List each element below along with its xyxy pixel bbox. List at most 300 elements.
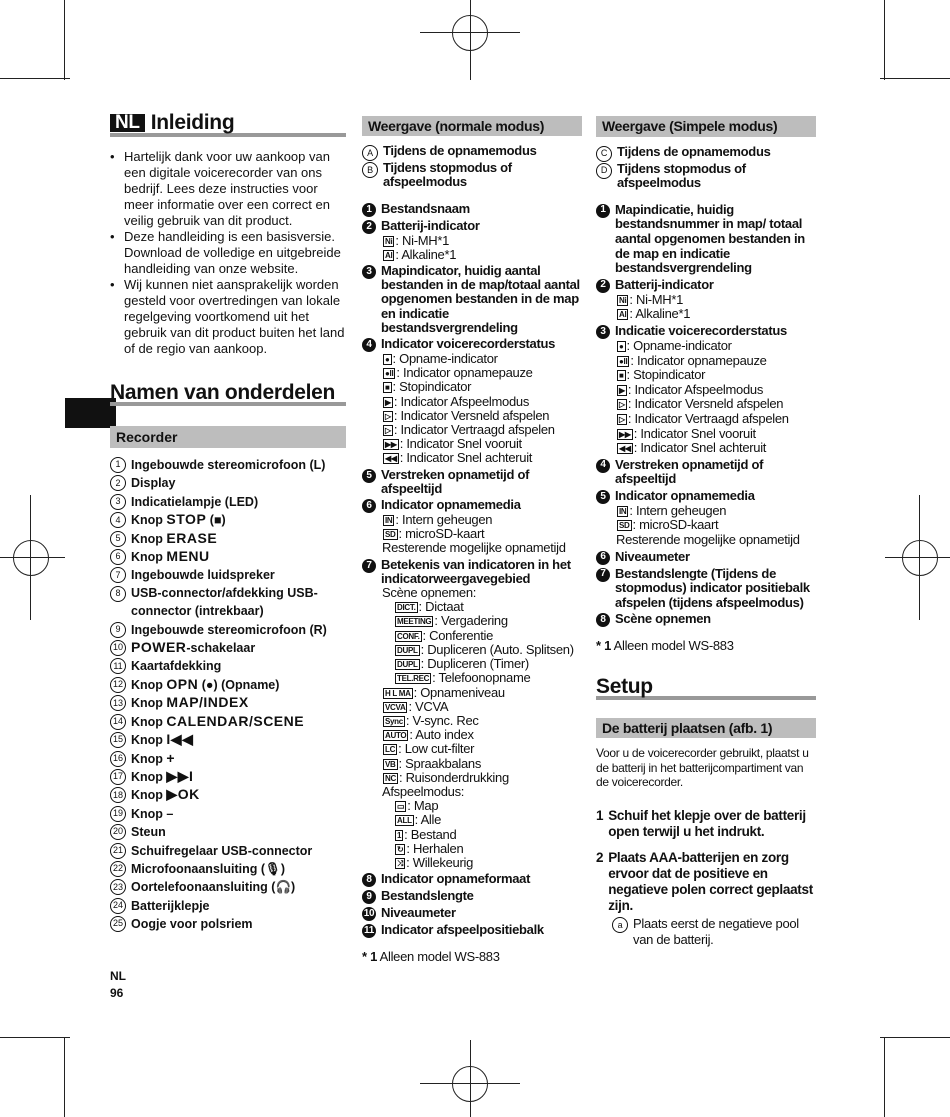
item-number: 24 (110, 898, 126, 914)
indicator-text: Scène opnemen: (382, 585, 477, 601)
indicator-text: : Stopindicator (392, 379, 472, 395)
item-text: Betekenis van indicatoren in het indicatorweergavegebied (381, 556, 571, 586)
part-text: Knop (131, 696, 167, 711)
item-number: 13 (110, 695, 126, 711)
part-text: Batterijklepje (131, 898, 210, 913)
indicator-text: : Auto index (409, 727, 474, 743)
item-number: 2 (362, 220, 376, 234)
note-text: Plaats eerst de negatieve pool van de batterij. (633, 916, 799, 947)
item-text: Bestandslengte (381, 888, 474, 904)
part-text: Kaartafdekking (131, 659, 222, 674)
indicator-icon: ↻ (397, 844, 404, 854)
indicator-text: : V-sync. Rec (405, 712, 479, 728)
part-text: Ingebouwde luidspreker (131, 568, 275, 583)
indicator-entry (596, 441, 816, 456)
indicator-text: : Indicator Afspeelmodus (393, 393, 530, 409)
indicator-icon: VB (385, 759, 396, 769)
page-number: 96 (110, 986, 124, 1000)
simple-header: Weergave (Simpele modus) (596, 116, 816, 137)
item-number: 4 (362, 338, 376, 352)
part-item (110, 823, 346, 841)
item-number: 19 (110, 806, 126, 822)
indicator-icon: Ni (385, 236, 393, 246)
indicator-icon: H L MA (385, 688, 411, 698)
item-number: 17 (110, 769, 126, 785)
display-item (362, 872, 582, 887)
display-item (362, 337, 582, 352)
item-text: Bestandsnaam (381, 200, 470, 216)
indicator-text: : Intern geheugen (395, 512, 493, 528)
footnote-mark: * 1 (362, 949, 378, 965)
part-label (131, 548, 210, 566)
mode-item (362, 144, 582, 161)
display-item (362, 219, 582, 234)
indicator-text: Afspeelmodus: (382, 783, 465, 799)
part-label (131, 860, 285, 878)
indicator-icon: Al (619, 310, 627, 320)
language-tab (65, 398, 116, 428)
part-item (110, 566, 346, 584)
item-number: 7 (362, 559, 376, 573)
indicator-text: : Opnameniveau (413, 684, 505, 700)
indicator-text: : Indicator Vertraagd afspelen (627, 410, 789, 426)
intro-bullet: • Deze handleiding is een basisversie. Download de volledige en uitgebreide handleiding van onze website. (110, 229, 346, 277)
indicator-entry (362, 586, 582, 600)
indicator-entry (362, 813, 582, 827)
part-item (110, 511, 346, 529)
part-text: USB-connector/afdekking USB-connector (intrekbaar) (131, 585, 318, 619)
indicator-entry (362, 352, 582, 366)
step-text: Plaats AAA-batterijen en zorg ervoor dat de positieve en negatieve polen correct geplaatst zijn. (608, 850, 813, 913)
indicator-icon: ▷ (619, 400, 625, 410)
footnote (362, 950, 582, 964)
mode-letter: A (362, 145, 378, 161)
part-text: Knop (131, 733, 167, 748)
footnote-text: Alleen model WS-883 (379, 949, 500, 965)
item-number: 22 (110, 861, 126, 877)
part-item (110, 897, 346, 915)
part-item (110, 915, 346, 933)
intro-title-text: Inleiding (150, 111, 235, 134)
part-item (110, 456, 346, 474)
indicator-text: : Indicator opnamepauze (396, 365, 533, 381)
mode-text: Tijdens de opnamemodus (617, 143, 771, 159)
part-text: (■) (206, 513, 226, 528)
part-text: Knop (131, 531, 167, 546)
part-text: Schuifregelaar USB-connector (131, 843, 313, 858)
setup-intro: Voor u de voicerecorder gebruikt, plaatst u de batterij in het batterijcompartiment van de voicerecorder. (596, 746, 809, 790)
indicator-text: : Intern geheugen (629, 502, 727, 518)
indicator-text: : microSD-kaart (632, 517, 719, 533)
indicator-text: : Low cut-filter (398, 741, 475, 757)
display-item (596, 458, 816, 487)
part-text: Ingebouwde stereomicrofoon (R) (131, 622, 327, 637)
part-text: Knop (131, 788, 167, 803)
indicator-text: : Spraakbalans (398, 755, 482, 771)
display-item (362, 468, 582, 496)
item-number: 25 (110, 916, 126, 932)
part-key: ERASE (166, 529, 218, 546)
indicator-text: : Indicator Snel achteruit (633, 440, 767, 456)
indicator-text: : Indicator opnamepauze (630, 352, 767, 368)
indicator-entry (596, 339, 816, 354)
item-number: 14 (110, 714, 126, 730)
indicator-entry (596, 397, 816, 412)
indicator-text: : Indicator Snel achteruit (399, 450, 533, 466)
display-item (362, 558, 582, 586)
indicator-icon: TEL.REC (397, 674, 430, 684)
item-number: 12 (110, 677, 126, 693)
indicator-icon: ▶ (619, 385, 625, 395)
part-label (131, 842, 312, 860)
item-number: 4 (596, 459, 610, 473)
part-item (110, 493, 346, 511)
display-item (362, 906, 582, 921)
indicator-icon: LC (385, 745, 396, 755)
part-item (110, 805, 346, 823)
item-number: 8 (110, 586, 126, 602)
indicator-icon: ●II (619, 356, 628, 366)
item-number: 11 (362, 924, 376, 938)
indicator-entry (362, 671, 582, 685)
item-number: 9 (362, 890, 376, 904)
indicator-text: : Map (407, 798, 439, 814)
indicator-icon: ● (385, 355, 390, 365)
indicator-icon: ▶ (385, 397, 391, 407)
item-number: 3 (110, 494, 126, 510)
part-item (110, 548, 346, 566)
display-item (596, 324, 816, 339)
parts-title (110, 381, 346, 406)
part-label (131, 585, 346, 621)
indicator-entry (362, 513, 582, 527)
part-item (110, 786, 346, 804)
indicator-entry (596, 518, 816, 533)
part-text: Steun (131, 825, 166, 840)
part-item (110, 474, 346, 492)
item-text: Batterij-indicator (381, 217, 480, 233)
item-text: Verstreken opnametijd of afspeeltijd (615, 456, 764, 487)
battery-header: De batterij plaatsen (afb. 1) (596, 718, 816, 739)
page-lang: NL (110, 969, 126, 983)
indicator-text: : Indicator Versneld afspelen (627, 396, 784, 412)
item-number: 2 (596, 279, 610, 293)
indicator-text: : Telefoonopname (432, 670, 531, 686)
indicator-entry (362, 437, 582, 451)
item-text: Indicatie voicerecorderstatus (615, 322, 787, 338)
item-text: Niveaumeter (381, 905, 456, 921)
part-text: Knop (131, 751, 167, 766)
indicator-entry (596, 354, 816, 369)
indicator-icon: Sync (385, 716, 403, 726)
item-number: 5 (362, 469, 376, 483)
part-label (131, 731, 193, 749)
indicator-icon: ●II (385, 369, 394, 379)
part-text: Microfoonaansluiting (🎙) (131, 861, 286, 876)
indicator-icon: MEETING (397, 617, 432, 627)
part-item (110, 750, 346, 768)
setup-title-text: Setup (596, 675, 653, 699)
indicator-entry (596, 293, 816, 308)
indicator-entry (596, 427, 816, 442)
intro-bullet: • Hartelijk dank voor uw aankoop van een digitale voicerecorder van ons bedrijf. Lees deze instructies voor meer informatie over een correct en veilig gebruik van dit product. (110, 149, 346, 229)
indicator-text: : Dictaat (418, 599, 464, 615)
item-number: 5 (110, 531, 126, 547)
item-number: 3 (362, 265, 376, 279)
part-text: Oortelefoonaansluiting (🎧) (131, 880, 296, 895)
item-text: Indicator afspeelpositiebalk (381, 922, 544, 938)
part-text: Knop (131, 513, 167, 528)
registration-circle (13, 540, 49, 576)
step-number: 2 (596, 850, 604, 865)
part-item (110, 768, 346, 786)
item-text: Bestandslengte (Tijdens de stopmodus) indicator positiebalk afspelen (tijdens afspeelmodus) (615, 565, 810, 610)
part-item (110, 621, 346, 639)
crop-mark (880, 78, 950, 79)
indicator-text: : Dupliceren (Auto. Splitsen) (420, 641, 574, 657)
item-number: 1 (362, 203, 376, 217)
crop-mark (64, 0, 65, 80)
mode-text: Tijdens stopmodus of afspeelmodus (383, 160, 512, 190)
part-label (131, 676, 279, 694)
indicator-entry (596, 533, 816, 548)
spacer (596, 191, 816, 201)
indicator-entry (362, 657, 582, 671)
item-text: Indicator opnamemedia (615, 487, 755, 503)
part-item (110, 657, 346, 675)
indicator-text: : Ni-MH*1 (395, 232, 450, 248)
part-label (131, 511, 226, 529)
item-number: 10 (110, 640, 126, 656)
indicator-icon: ● (619, 341, 624, 351)
part-text: Knop (131, 550, 167, 565)
part-text: Ingebouwde stereomicrofoon (L) (131, 458, 326, 472)
part-text: Knop – (131, 806, 174, 821)
indicator-text: : microSD-kaart (398, 526, 485, 542)
part-label (131, 768, 193, 786)
part-label (131, 621, 327, 639)
part-label (131, 750, 175, 768)
indicator-icon: ▶▶ (385, 440, 397, 450)
part-label (131, 878, 295, 896)
part-label (131, 694, 249, 712)
item-number: 1 (596, 204, 610, 218)
indicator-entry (596, 368, 816, 383)
mode-letter: D (596, 163, 612, 179)
part-item (110, 842, 346, 860)
part-item (110, 639, 346, 657)
part-key: MENU (166, 548, 210, 565)
indicator-text: : Indicator Vertraagd afspelen (393, 422, 555, 438)
setup-note (596, 916, 816, 948)
indicator-entry (596, 504, 816, 519)
setup-title (596, 675, 816, 700)
indicator-icon: DICT. (397, 603, 416, 613)
indicator-icon: DUPL (397, 660, 418, 670)
indicator-entry (362, 714, 582, 728)
part-key: POWER (131, 639, 187, 656)
mode-letter: B (362, 162, 378, 178)
crop-mark (880, 1037, 950, 1038)
crop-mark (0, 78, 70, 79)
part-label (131, 639, 255, 657)
indicator-icon: ▷ (385, 426, 391, 436)
footnote-text: Alleen model WS-883 (613, 638, 734, 654)
part-item (110, 713, 346, 731)
indicator-entry (362, 757, 582, 771)
item-number: 6 (362, 499, 376, 513)
indicator-entry (596, 412, 816, 427)
indicator-icon: 1 (397, 830, 402, 840)
part-key: CALENDAR/SCENE (166, 712, 305, 729)
intro-title (110, 111, 346, 137)
setup-step (596, 850, 816, 914)
indicator-icon: ■ (619, 371, 624, 381)
display-item (362, 202, 582, 217)
mode-text: Tijdens de opnamemodus (383, 143, 537, 159)
crop-mark (884, 1037, 885, 1117)
item-text: Indicator voicerecorderstatus (381, 336, 556, 352)
indicator-icon: ▶▶ (619, 429, 631, 439)
part-key: OPN (166, 675, 199, 692)
indicator-text: : VCVA (408, 698, 449, 714)
part-label (131, 530, 217, 548)
part-item (110, 676, 346, 694)
indicator-icon: NC (385, 773, 396, 783)
mode-item (362, 161, 582, 189)
indicator-icon: AUTO (385, 731, 407, 741)
indicator-text: : Alkaline*1 (629, 306, 691, 322)
indicator-text: : Indicator Snel vooruit (633, 425, 756, 441)
part-label (131, 566, 275, 584)
part-label (131, 456, 325, 474)
part-key: ▶OK (166, 786, 200, 803)
item-number: 21 (110, 843, 126, 859)
indicator-text: : Stopindicator (626, 367, 706, 383)
indicator-entry (362, 799, 582, 813)
indicator-text: : Alle (414, 812, 442, 828)
note-mark: a (612, 917, 628, 933)
step-text: Schuif het klepje over de batterij open terwijl u het indrukt. (608, 808, 806, 839)
indicator-icon: IN (385, 516, 393, 526)
crop-mark (0, 1037, 70, 1038)
display-item (596, 203, 816, 276)
item-number: 7 (596, 568, 610, 582)
indicator-entry (362, 842, 582, 856)
indicator-icon: CONF. (397, 631, 420, 641)
display-item (596, 550, 816, 565)
item-text: Mapindicator, huidig aantal bestanden in de map/totaal aantal opgenomen bestanden in de map en indicatie bestandsvergrendeling (381, 263, 580, 335)
indicator-entry (362, 828, 582, 842)
item-text: Mapindicatie, huidig bestandsnummer in map/ totaal aantal opgenomen bestanden in de map en indicatie bestandsvergrendeling (615, 201, 805, 276)
item-number: 1 (110, 457, 126, 473)
part-key: I◀◀ (166, 731, 194, 748)
part-text: Knop (131, 677, 167, 692)
part-item (110, 860, 346, 878)
part-text: Indicatielampje (LED) (131, 494, 259, 509)
indicator-text: : Opname-indicator (392, 351, 498, 367)
item-number: 8 (596, 613, 610, 627)
indicator-text: : Ni-MH*1 (629, 291, 684, 307)
part-item (110, 731, 346, 749)
indicator-entry (362, 600, 582, 614)
part-label (131, 657, 221, 675)
indicator-entry (362, 856, 582, 870)
indicator-text: : Indicator Afspeelmodus (627, 381, 764, 397)
item-number: 2 (110, 475, 126, 491)
indicator-entry (362, 451, 582, 465)
indicator-icon: ▷ (385, 411, 391, 421)
item-text: Verstreken opnametijd of afspeeltijd (381, 466, 530, 496)
display-item (362, 923, 582, 938)
item-text: Indicator opnameformaat (381, 871, 531, 887)
item-text: Batterij-indicator (615, 276, 714, 292)
item-number: 6 (596, 551, 610, 565)
indicator-icon: Al (385, 250, 393, 260)
indicator-text: : Indicator Snel vooruit (399, 436, 522, 452)
indicator-entry (362, 728, 582, 742)
display-item (596, 567, 816, 611)
display-item (596, 489, 816, 504)
indicator-entry (362, 700, 582, 714)
part-label (131, 474, 175, 492)
part-key: ▶▶I (166, 767, 194, 784)
indicator-entry (362, 380, 582, 394)
part-text: -schakelaar (186, 641, 256, 656)
indicator-text: : Bestand (404, 826, 457, 842)
indicator-text: : Willekeurig (406, 854, 474, 870)
indicator-entry (596, 307, 816, 322)
indicator-icon: ◀◀ (385, 454, 397, 464)
indicator-text: : Conferentie (422, 627, 494, 643)
part-item (110, 878, 346, 896)
part-label (131, 786, 200, 804)
indicator-entry (362, 248, 582, 262)
normal-header: Weergave (normale modus) (362, 116, 582, 136)
indicator-icon: SD (619, 521, 630, 531)
part-item (110, 694, 346, 712)
part-text: Knop (131, 769, 167, 784)
item-number: 3 (596, 325, 610, 339)
part-label (131, 493, 258, 511)
part-label (131, 915, 253, 933)
indicator-entry (596, 383, 816, 398)
part-text: Knop (131, 714, 167, 729)
mode-letter: C (596, 146, 612, 162)
part-label (131, 897, 210, 915)
registration-circle (452, 1066, 488, 1102)
indicator-text: : Vergadering (434, 613, 508, 629)
part-text: Display (131, 476, 176, 491)
item-number: 8 (362, 873, 376, 887)
indicator-text: : Alkaline*1 (395, 246, 457, 262)
part-label (131, 805, 173, 823)
indicator-entry (362, 686, 582, 700)
indicator-entry (362, 614, 582, 628)
indicator-icon: Ni (619, 295, 627, 305)
part-item (110, 530, 346, 548)
item-number: 15 (110, 732, 126, 748)
indicator-text: : Ruisonderdrukking (398, 769, 509, 785)
indicator-entry (362, 395, 582, 409)
indicator-icon: SD (385, 530, 396, 540)
indicator-icon: DUPL (397, 645, 418, 655)
display-item (596, 612, 816, 627)
indicator-entry (362, 423, 582, 437)
item-number: 6 (110, 549, 126, 565)
part-label (131, 713, 304, 731)
footnote-mark: * 1 (596, 638, 612, 654)
